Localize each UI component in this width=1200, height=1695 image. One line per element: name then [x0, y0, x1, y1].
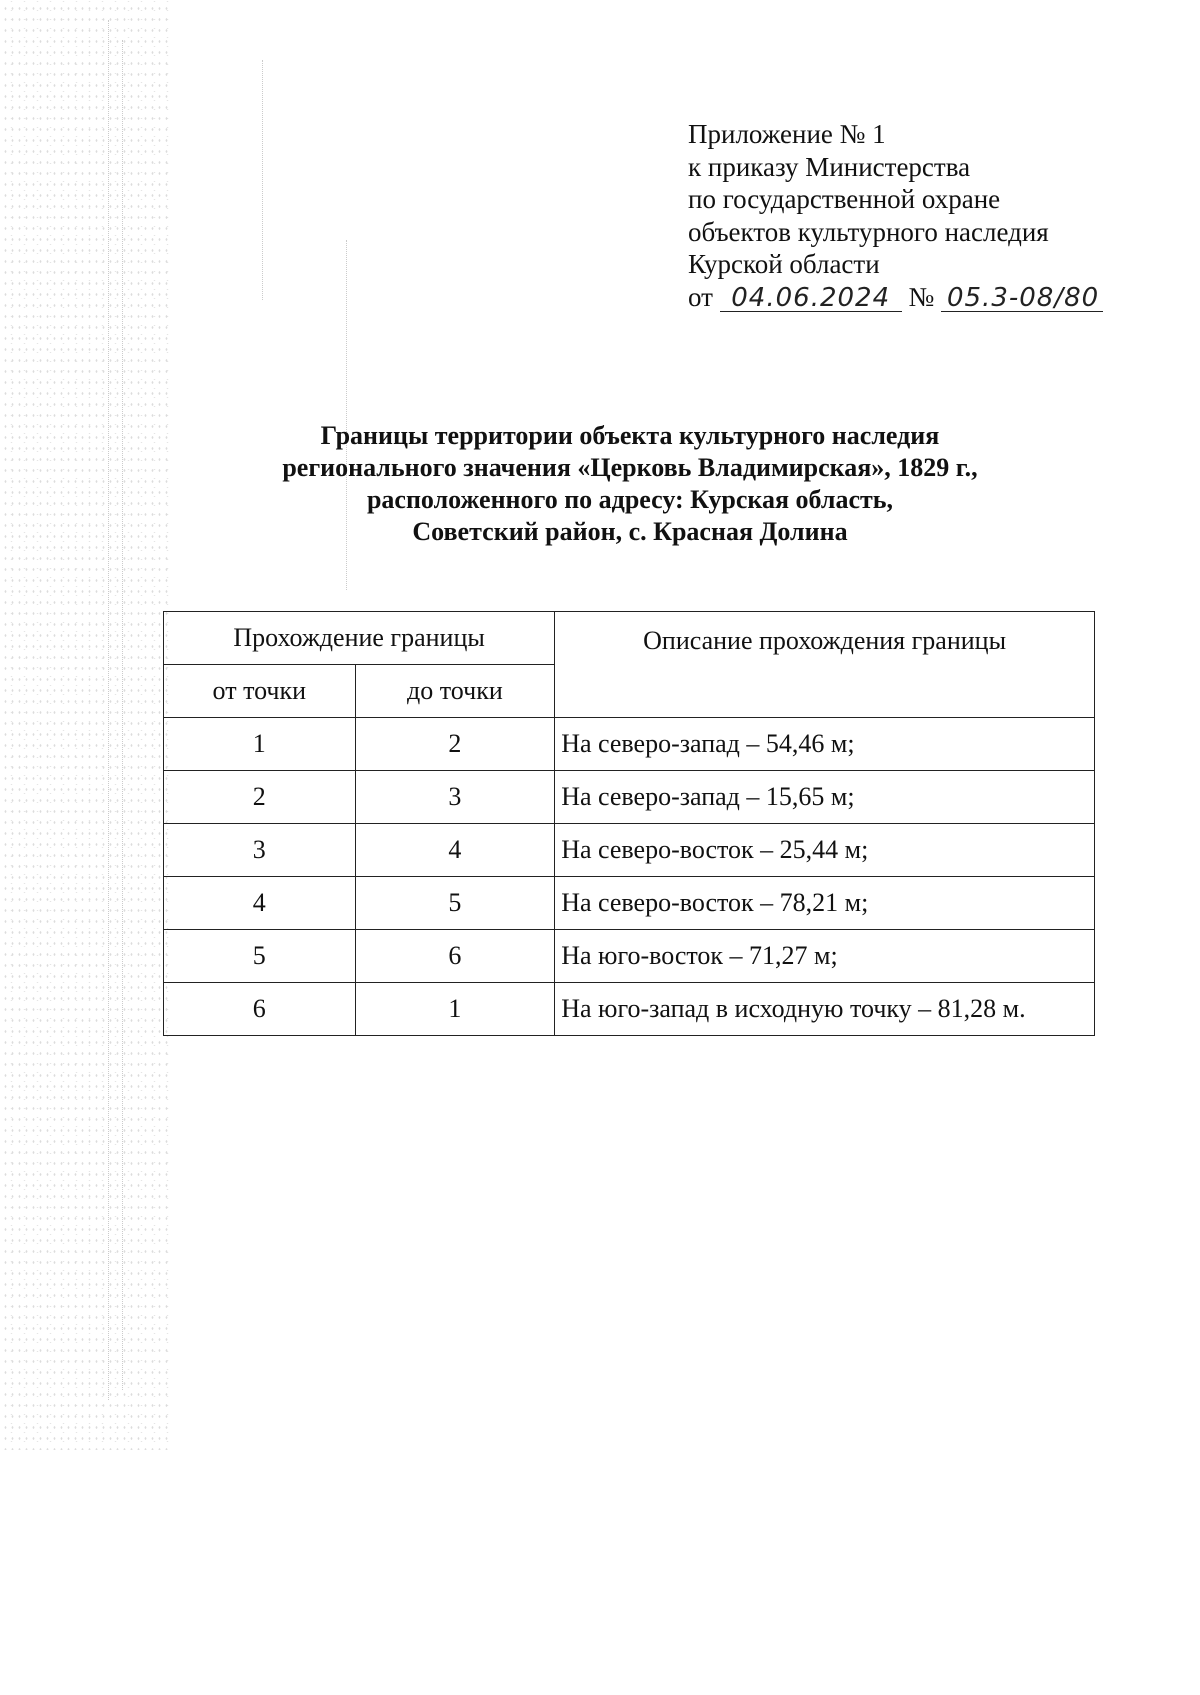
title-line: Советский район, с. Красная Долина [412, 517, 848, 546]
scan-noise-line [122, 40, 124, 1390]
title-line: Границы территории объекта культурного наследия [320, 421, 940, 450]
to-point-cell: 3 [355, 771, 555, 824]
handwritten-date: 04.06.2024 [720, 285, 902, 312]
table-row [164, 983, 1095, 1036]
table-row [164, 930, 1095, 983]
to-point-cell: 6 [355, 930, 555, 983]
description-cell: На северо-восток – 25,44 м; [555, 824, 1095, 877]
header-to-point: до точки [355, 665, 555, 718]
description-cell: На северо-запад – 15,65 м; [555, 771, 1095, 824]
approval-line: Приложение № 1 [688, 119, 886, 149]
description-cell: На юго-запад в исходную точку – 81,28 м. [555, 983, 1095, 1036]
description-cell: На северо-восток – 78,21 м; [555, 877, 1095, 930]
approval-line: по государственной охране [688, 184, 1001, 214]
scan-noise-line [108, 20, 110, 1400]
header-boundary-passage: Прохождение границы [164, 612, 555, 665]
document-title [150, 420, 1110, 548]
to-point-cell: 1 [355, 983, 555, 1036]
header-description: Описание прохождения границы [555, 612, 1095, 718]
number-prefix: № [908, 281, 935, 312]
approval-line: Курской области [688, 249, 880, 279]
to-point-cell: 4 [355, 824, 555, 877]
table-row [164, 824, 1095, 877]
header-from-point: от точки [164, 665, 356, 718]
title-line: регионального значения «Церковь Владимирская», 1829 г., [282, 453, 978, 482]
to-point-cell: 5 [355, 877, 555, 930]
boundary-table [163, 611, 1095, 1036]
table-row [164, 771, 1095, 824]
approval-date-row [688, 281, 1103, 314]
title-line: расположенного по адресу: Курская область, [366, 485, 894, 514]
from-point-cell: 1 [164, 718, 356, 771]
table-row [164, 877, 1095, 930]
approval-line: объектов культурного наследия [688, 216, 1049, 247]
date-prefix: от [688, 281, 713, 312]
from-point-cell: 2 [164, 771, 356, 824]
from-point-cell: 6 [164, 983, 356, 1036]
to-point-cell: 2 [355, 718, 555, 771]
description-cell: На северо-запад – 54,46 м; [555, 718, 1095, 771]
from-point-cell: 4 [164, 877, 356, 930]
scan-noise-line [262, 60, 264, 300]
handwritten-order-number: 05.3-08/80 [941, 285, 1103, 312]
approval-block [688, 118, 1103, 313]
from-point-cell: 5 [164, 930, 356, 983]
scan-noise [0, 0, 170, 1450]
table-row [164, 718, 1095, 771]
description-cell: На юго-восток – 71,27 м; [555, 930, 1095, 983]
approval-line: к приказу Министерства [688, 151, 971, 182]
from-point-cell: 3 [164, 824, 356, 877]
